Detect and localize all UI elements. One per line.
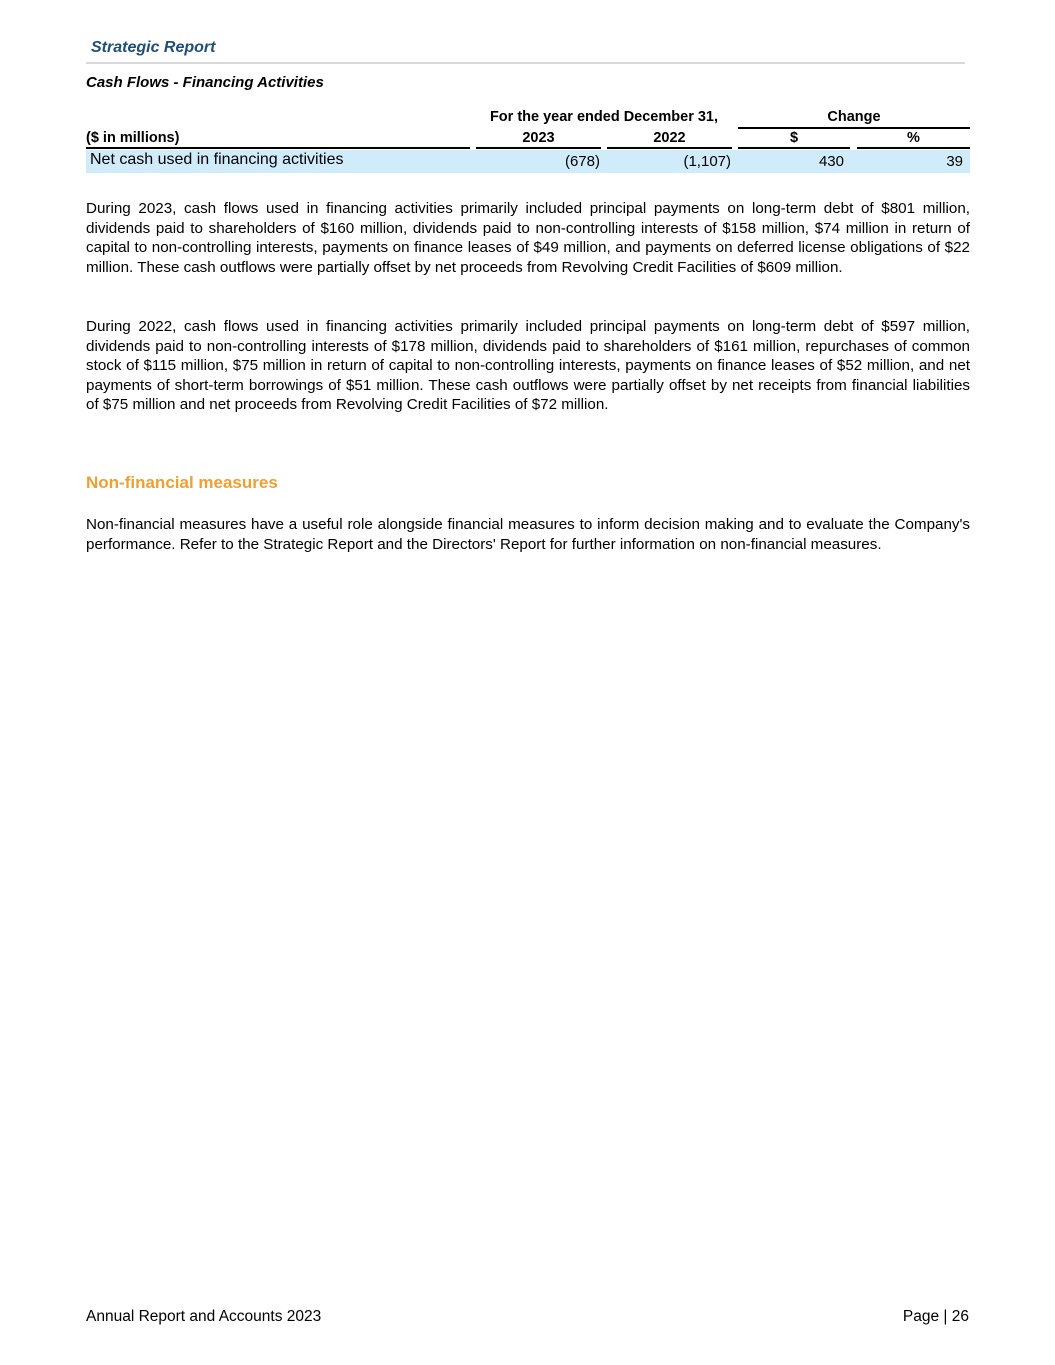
change-group-header: Change bbox=[827, 109, 881, 125]
page-number: Page | 26 bbox=[902, 1308, 969, 1325]
header-divider bbox=[86, 62, 965, 64]
column-2022-rule bbox=[607, 147, 732, 149]
paragraph-2023: During 2023, cash flows used in financing activities primarily included principal payments on long-term debt of $801 million, dividends paid to shareholders of $160 million, dividends paid to non-controlling interests of $158 million, $74 million in return of capital to non-controlling interests, payments on finance leases of $49 million, and payments on deferred license obligations of $22 million. These cash outflows were partially offset by net proceeds from Revolving Credit Facilities of $609 million. bbox=[86, 200, 970, 276]
column-header-change-percent: % bbox=[907, 130, 920, 146]
cell-change-dollar: 430 bbox=[818, 153, 844, 170]
non-financial-paragraph: Non-financial measures have a useful role alongside financial measures to inform decision making and to evaluate the Company's performance. Refer to the Strategic Report and the Directors' Report for further information on non-financial measures. bbox=[86, 516, 970, 553]
unit-label: ($ in millions) bbox=[86, 130, 180, 146]
column-percent-rule bbox=[857, 147, 970, 149]
column-dollar-rule bbox=[738, 147, 850, 149]
label-column-rule bbox=[86, 147, 470, 149]
cell-2022: (1,107) bbox=[683, 153, 731, 170]
column-header-2022: 2022 bbox=[653, 130, 686, 146]
column-header-2023: 2023 bbox=[522, 130, 555, 146]
column-2023-rule bbox=[476, 147, 601, 149]
cell-2023: (678) bbox=[564, 153, 600, 170]
column-header-change-dollar: $ bbox=[789, 130, 799, 146]
section-title: Cash Flows - Financing Activities bbox=[86, 74, 324, 91]
change-group-underline bbox=[738, 127, 970, 129]
non-financial-heading: Non-financial measures bbox=[86, 473, 278, 492]
footer-report-title: Annual Report and Accounts 2023 bbox=[86, 1308, 322, 1325]
paragraph-2022: During 2022, cash flows used in financing activities primarily included principal payments on long-term debt of $597 million, dividends paid to non-controlling interests of $178 million, dividends paid to shareholders of $161 million, repurchases of common stock of $115 million, $75 million in return of capital to non-controlling interests, payments on finance leases of $52 million, and net payments of short-term borrowings of $51 million. These cash outflows were partially offset by net receipts from financial liabilities of $75 million and net proceeds from Revolving Credit Facilities of $72 million. bbox=[86, 318, 970, 414]
running-header-title: Strategic Report bbox=[91, 39, 216, 56]
year-group-header: For the year ended December 31, bbox=[489, 109, 719, 125]
row-label: Net cash used in financing activities bbox=[90, 151, 344, 168]
cell-change-percent: 39 bbox=[946, 153, 963, 170]
